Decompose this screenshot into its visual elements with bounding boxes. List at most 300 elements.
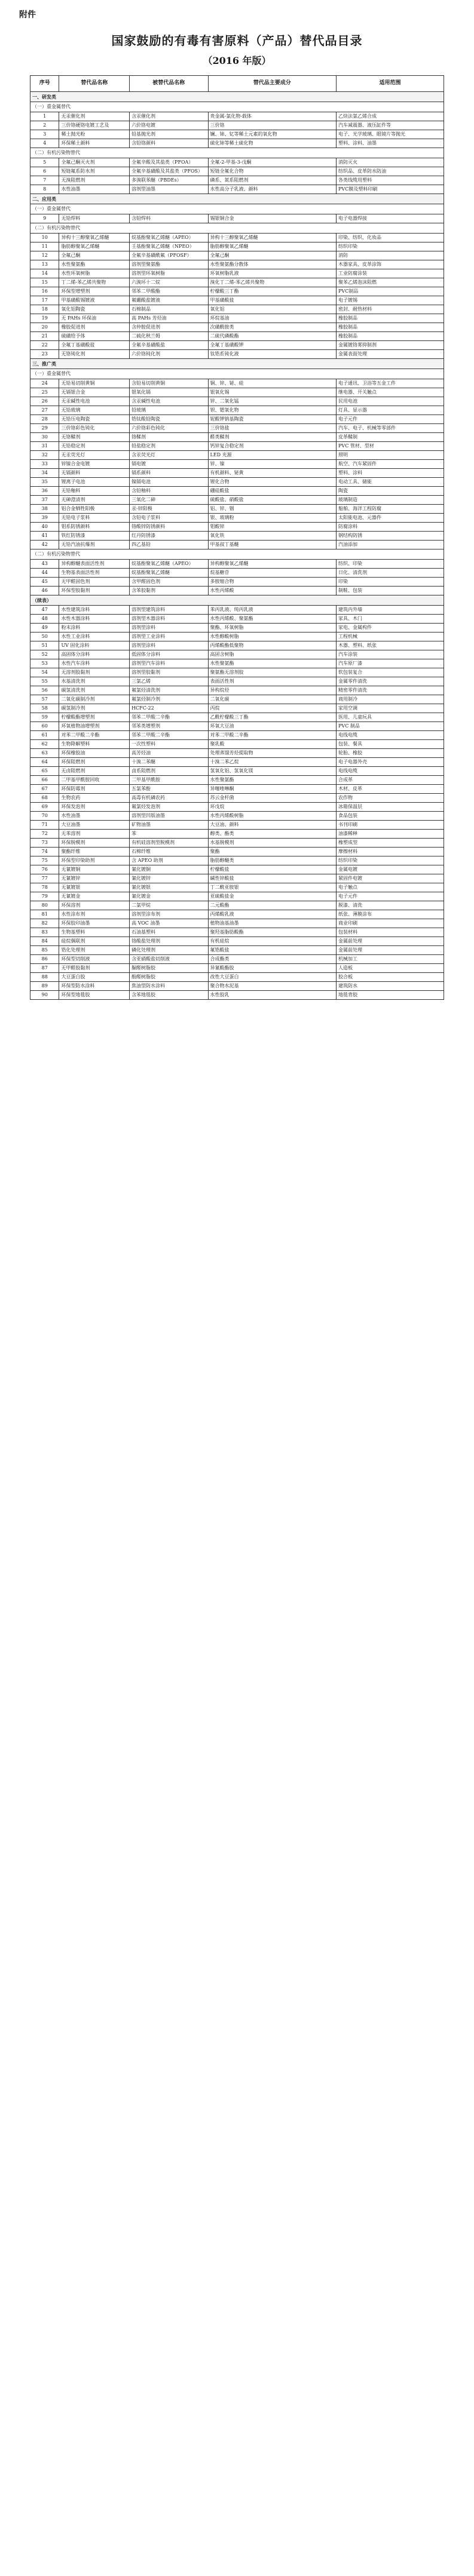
subsection-title: （一）重金属替代 [30, 369, 444, 379]
table-row [30, 982, 444, 991]
substitute-name: 环保防霉剂 [59, 785, 130, 794]
row-index: 50 [30, 633, 59, 641]
table-row [30, 505, 444, 514]
row-index: 12 [30, 251, 59, 260]
application-scope: 汽车原厂漆 [337, 659, 444, 668]
application-scope: 电线电缆 [337, 767, 444, 776]
application-scope: 制鞋、包装 [337, 587, 444, 595]
replaced-name: 铅盐稳定剂 [130, 442, 208, 451]
main-components: 水性聚氨酯 [208, 659, 337, 668]
application-scope: 电子、光学玻璃、眼镜片等抛光 [337, 130, 444, 139]
main-components: 聚酯、环氧树脂 [208, 624, 337, 633]
application-scope: 橡塑成型 [337, 839, 444, 848]
replaced-name: 溶剂型胶黏剂 [130, 668, 208, 677]
substitute-name: 无铬鞣剂 [59, 433, 130, 442]
substitute-name: 氧化铝陶瓷 [59, 305, 130, 314]
replaced-name: 全氟辛酸及其盐类（PFOA） [130, 158, 208, 167]
application-scope: 电子电器外壳 [337, 758, 444, 767]
substitute-name: 对苯二甲酸二辛酯 [59, 731, 130, 740]
application-scope: 纺织印染 [337, 856, 444, 865]
main-components: 脂肪醇聚氧乙烯醚 [208, 242, 337, 251]
application-scope: 电线电缆 [337, 731, 444, 740]
replaced-name: 氰化镀锌 [130, 874, 208, 883]
application-scope: 消防 [337, 251, 444, 260]
main-components: 氢氧化铝、氢氧化镁 [208, 767, 337, 776]
substitute-name: 二氧化碳制冷剂 [59, 695, 130, 704]
replaced-name: 含铅铬颜料 [130, 139, 208, 148]
application-scope: 家具、木门 [337, 615, 444, 624]
table-row [30, 514, 444, 523]
replaced-name: 汞-锌阳极 [130, 505, 208, 514]
table-row [30, 919, 444, 928]
replaced-name: 含铅电子浆料 [130, 514, 208, 523]
main-components: 苯丙乳液、纯丙乳液 [208, 606, 337, 615]
substitute-name: 水性工业涂料 [59, 633, 130, 641]
main-components: 水性丙烯酸、聚氨酯 [208, 615, 337, 624]
replaced-name: 苯 [130, 830, 208, 839]
application-scope: 乙炔法氯乙烯合成 [337, 112, 444, 121]
row-index: 84 [30, 937, 59, 946]
substitute-name: 无氰镀铜 [59, 865, 130, 874]
table-row [30, 767, 444, 776]
substitute-name: 生物降解塑料 [59, 740, 130, 749]
row-index: 13 [30, 260, 59, 269]
row-index: 30 [30, 433, 59, 442]
table-row [30, 323, 444, 332]
substitute-name: 大豆蛋白胶 [59, 973, 130, 982]
replaced-name: 石油基塑料 [130, 928, 208, 937]
substitute-name: 无镉银合金 [59, 388, 130, 397]
row-index: 55 [30, 677, 59, 686]
substitute-name: 碳氢清洗剂 [59, 686, 130, 695]
application-scope: 防腐涂料 [337, 523, 444, 532]
main-components: 硫酸盐、硝酸盐 [208, 496, 337, 505]
substitute-name: 环保溶剂 [59, 901, 130, 910]
main-components: 水性聚氨酯 [208, 776, 337, 785]
replaced-name: 二甲基甲酰胺 [130, 776, 208, 785]
table-row [30, 776, 444, 785]
row-index: 22 [30, 341, 59, 350]
main-components: 异氰酸酯胶 [208, 964, 337, 973]
replaced-name: 溶剂型工业涂料 [130, 633, 208, 641]
substitute-name: 无汞荧光灯 [59, 451, 130, 460]
replaced-name: 镍镉电池 [130, 478, 208, 487]
row-index: 1 [30, 112, 59, 121]
substitute-name: 环保型地毯胶 [59, 991, 130, 1000]
subsection-title: （一）重金属替代 [30, 204, 444, 214]
substitute-name: 无铅压电陶瓷 [59, 415, 130, 424]
main-components: 丙烯酸酯低聚物 [208, 641, 337, 650]
substitute-name: 无铅易切削黄铜 [59, 379, 130, 388]
application-scope: 电子元件 [337, 892, 444, 901]
replaced-name: 锆钛酸铅陶瓷 [130, 415, 208, 424]
replaced-name: 石棉纤维 [130, 848, 208, 856]
substitute-name: 甲基磺酸锡镀液 [59, 296, 130, 305]
replaced-name: 邻苯类增塑剂 [130, 722, 208, 731]
row-index: 51 [30, 641, 59, 650]
row-index: 56 [30, 686, 59, 695]
table-body [30, 92, 444, 1000]
application-scope: 包装、餐具 [337, 740, 444, 749]
replaced-name: 铅基抛光剂 [130, 130, 208, 139]
application-scope: 民用电池 [337, 397, 444, 406]
table-row [30, 167, 444, 176]
application-scope: 书刊印刷 [337, 821, 444, 830]
table-row [30, 496, 444, 505]
replaced-name: 有机硅溶剂型脱模剂 [130, 839, 208, 848]
main-components: 氧化铝 [208, 305, 337, 314]
application-scope: 机械加工 [337, 955, 444, 964]
replaced-name: 含汞荧光灯 [130, 451, 208, 460]
row-index: 83 [30, 928, 59, 937]
main-components: 有机颜料、铋黄 [208, 469, 337, 478]
row-index: 68 [30, 794, 59, 803]
main-components: 异构醇聚氧乙烯醚 [208, 560, 337, 569]
application-scope: PVC 管材、型材 [337, 442, 444, 451]
row-index: 47 [30, 606, 59, 615]
table-row [30, 991, 444, 1000]
substitute-name: 环保橡胶油 [59, 749, 130, 758]
main-components: 异噻唑啉酮 [208, 785, 337, 794]
row-index: 34 [30, 469, 59, 478]
main-components: 钡、锶氧化物 [208, 406, 337, 415]
row-index: 15 [30, 278, 59, 287]
table-row [30, 341, 444, 350]
substitute-name: 聚酯纤维 [59, 848, 130, 856]
substitute-name: 水性聚氨酯 [59, 260, 130, 269]
table-row [30, 624, 444, 633]
row-index: 53 [30, 659, 59, 668]
row-index: 46 [30, 587, 59, 595]
main-components: 铝、锌、铟 [208, 505, 337, 514]
row-index: 54 [30, 668, 59, 677]
replaced-name: 全氟辛基磺酸盐 [130, 341, 208, 350]
table-row [30, 121, 444, 130]
main-components: 锡银铜合金 [208, 214, 337, 223]
application-scope: 灯具、显示器 [337, 406, 444, 415]
replaced-name: 矿物油墨 [130, 821, 208, 830]
table-row [30, 641, 444, 650]
row-index: 45 [30, 578, 59, 587]
subsection-header-row [30, 549, 444, 560]
replaced-name: 溶剂型建筑涂料 [130, 606, 208, 615]
replaced-name: 烷基酚聚氧乙烯醚 [130, 569, 208, 578]
replaced-name: 镉系颜料 [130, 469, 208, 478]
main-components: 三价铬 [208, 121, 337, 130]
replaced-name: 铬酸锌防锈颜料 [130, 523, 208, 532]
application-scope: 汽油添加 [337, 541, 444, 549]
row-index: 80 [30, 901, 59, 910]
table-row [30, 451, 444, 460]
application-scope: 密封、耐热材料 [337, 305, 444, 314]
substitute-name: 无汞催化剂 [59, 112, 130, 121]
header-cell: 替代品名称 [59, 76, 130, 92]
replaced-name: 含苯胶黏剂 [130, 587, 208, 595]
replaced-name: 含汞催化剂 [130, 112, 208, 121]
application-scope: 精密零件清洗 [337, 686, 444, 695]
header-cell: 适用范围 [337, 76, 444, 92]
substitute-name: 全氟己酮灭火剂 [59, 158, 130, 167]
application-scope: 航空、汽车紧固件 [337, 460, 444, 469]
table-row [30, 839, 444, 848]
substitute-name: 无铅电子浆料 [59, 514, 130, 523]
header-cell: 被替代品名称 [130, 76, 208, 92]
row-index: 60 [30, 722, 59, 731]
replaced-name: 高芳烃油 [130, 749, 208, 758]
document-title: 国家鼓励的有毒有害原料（产品）替代品目录 [111, 33, 363, 48]
row-index: 77 [30, 874, 59, 883]
row-index: 40 [30, 523, 59, 532]
substitute-name: 硫磺给予体 [59, 332, 130, 341]
main-components: 二元酸酯 [208, 901, 337, 910]
main-components: 柠檬酸盐 [208, 865, 337, 874]
row-index: 88 [30, 973, 59, 982]
main-components: 有机硅烷 [208, 937, 337, 946]
row-index: 71 [30, 821, 59, 830]
table-row [30, 296, 444, 305]
table-row [30, 910, 444, 919]
row-index: 81 [30, 910, 59, 919]
application-scope: PVC制品 [337, 287, 444, 296]
row-index: 37 [30, 496, 59, 505]
row-index: 39 [30, 514, 59, 523]
main-components: 聚羟基脂肪酸酯 [208, 928, 337, 937]
table-row [30, 677, 444, 686]
table-row [30, 874, 444, 883]
application-scope: 陶瓷 [337, 487, 444, 496]
row-index: 6 [30, 167, 59, 176]
main-components: 高固含树脂 [208, 650, 337, 659]
row-index: 18 [30, 305, 59, 314]
table-row [30, 740, 444, 749]
application-scope: 纸张、薄膜涂布 [337, 910, 444, 919]
table-row [30, 695, 444, 704]
replaced-name: 烷基酚聚氧乙烯醚（APEO） [130, 560, 208, 569]
row-index: 3 [30, 130, 59, 139]
row-index: 31 [30, 442, 59, 451]
main-components: 锌、镍 [208, 460, 337, 469]
substitute-name: 水性油墨 [59, 812, 130, 821]
table-row [30, 379, 444, 388]
section-title: 三、推广类 [30, 359, 444, 369]
application-scope: 汽车减震器、液压缸件等 [337, 121, 444, 130]
main-components: 多胺缩合物 [208, 578, 337, 587]
subsection-header-row [30, 223, 444, 234]
main-components: 水基脱模剂 [208, 839, 337, 848]
main-components: 醛类鞣剂 [208, 433, 337, 442]
row-index: 10 [30, 234, 59, 242]
substitute-name: 环保型印染助剂 [59, 856, 130, 865]
application-scope: 油漆稀释 [337, 830, 444, 839]
main-components: 大豆油、颜料 [208, 821, 337, 830]
replaced-name: 溶剂型汽车涂料 [130, 659, 208, 668]
row-index: 67 [30, 785, 59, 794]
row-index: 82 [30, 919, 59, 928]
table-row [30, 251, 444, 260]
substitute-name: 铝合金牺牲阳极 [59, 505, 130, 514]
table-row [30, 937, 444, 946]
substitute-name: 无铅玻璃 [59, 406, 130, 415]
substitute-name: 无氰镀金 [59, 892, 130, 901]
replaced-name: 三氧化二砷 [130, 496, 208, 505]
substitute-name: 环保型防水涂料 [59, 982, 130, 991]
application-scope: 家电、金属构件 [337, 624, 444, 633]
replaced-name: 氰化镀金 [130, 892, 208, 901]
main-components: 异构十三醇聚氧乙烯醚 [208, 234, 337, 242]
replaced-name: 红丹防锈漆 [130, 532, 208, 541]
replaced-name: 高 VOC 油墨 [130, 919, 208, 928]
subsection-header-row [30, 204, 444, 214]
main-components: 聚酯 [208, 848, 337, 856]
substitute-name: 无氰镀银 [59, 883, 130, 892]
section-title: （续表） [30, 595, 444, 606]
row-index: 43 [30, 560, 59, 569]
main-components: 全氟丁基磺酸钾 [208, 341, 337, 350]
row-index: 73 [30, 839, 59, 848]
table-row [30, 569, 444, 578]
application-scope: 合成革 [337, 776, 444, 785]
replaced-name: 含铅釉料 [130, 487, 208, 496]
row-index: 23 [30, 350, 59, 359]
main-components: 水性醇酸树脂 [208, 633, 337, 641]
row-index: 52 [30, 650, 59, 659]
application-scope: 电子电器焊接 [337, 214, 444, 223]
main-components: 水性丙烯酸 [208, 587, 337, 595]
row-index: 25 [30, 388, 59, 397]
substitute-name: 橡胶促进剂 [59, 323, 130, 332]
table-row [30, 532, 444, 541]
table-row [30, 901, 444, 910]
table-row [30, 812, 444, 821]
table-row [30, 560, 444, 569]
row-index: 21 [30, 332, 59, 341]
replaced-name: 含亚硝酸盐切削液 [130, 955, 208, 964]
replaced-name: 氰化镀铜 [130, 865, 208, 874]
replaced-name: 镉电镀 [130, 460, 208, 469]
table-row [30, 704, 444, 713]
table-row [30, 615, 444, 624]
table-row [30, 785, 444, 794]
application-scope: 商业印刷 [337, 919, 444, 928]
substitutes-table [30, 75, 444, 1000]
substitute-name: 异构醇醚表面活性剂 [59, 560, 130, 569]
row-index: 19 [30, 314, 59, 323]
section-header-row [30, 194, 444, 204]
row-index: 85 [30, 946, 59, 955]
table-header-row [30, 76, 444, 92]
main-components: 十溴二苯乙烷 [208, 758, 337, 767]
row-index: 86 [30, 955, 59, 964]
table-row [30, 758, 444, 767]
row-index: 76 [30, 865, 59, 874]
replaced-name: 石棉制品 [130, 305, 208, 314]
table-row [30, 848, 444, 856]
main-components: 聚乳酸 [208, 740, 337, 749]
main-components: 环氧大豆油 [208, 722, 337, 731]
section-header-row [30, 595, 444, 606]
section-title: 二、应用类 [30, 194, 444, 204]
substitute-name: 无甲醛固色剂 [59, 578, 130, 587]
application-scope: 塑料、涂料 [337, 469, 444, 478]
table-row [30, 350, 444, 359]
main-components: 溴化丁二烯-苯乙烯共聚物 [208, 278, 337, 287]
application-scope: 建筑内外墙 [337, 606, 444, 615]
application-scope: 各类线缆用塑料 [337, 176, 444, 185]
substitute-name: 水基清洗剂 [59, 677, 130, 686]
replaced-name: 六溴环十二烷 [130, 278, 208, 287]
application-scope: 木器、塑料、纸张 [337, 641, 444, 650]
table-row [30, 158, 444, 167]
row-index: 14 [30, 269, 59, 278]
main-components: 水性丙烯酸树脂 [208, 812, 337, 821]
replaced-name: 氟氯烃制冷剂 [130, 695, 208, 704]
application-scope: PVC 制品 [337, 722, 444, 731]
replaced-name: 银氧化镉 [130, 388, 208, 397]
substitute-name: 全氟丁基磺酸盐 [59, 341, 130, 350]
substitute-name: 水性木器涂料 [59, 615, 130, 624]
row-index: 48 [30, 615, 59, 624]
main-components: 改性大豆蛋白 [208, 973, 337, 982]
table-row [30, 269, 444, 278]
main-components: 聚合物水泥基 [208, 982, 337, 991]
table-row [30, 242, 444, 251]
replaced-name: 含铅焊料 [130, 214, 208, 223]
application-scope: 脱漆、清洗 [337, 901, 444, 910]
substitute-name: 环氧植物油增塑剂 [59, 722, 130, 731]
replaced-name: 溶剂型涂料 [130, 641, 208, 650]
main-components: 镧、铈、钇等稀土元素的氧化物 [208, 130, 337, 139]
application-scope: 金属零件清洗 [337, 677, 444, 686]
table-row [30, 633, 444, 641]
replaced-name: 六价铬彩色钝化 [130, 424, 208, 433]
substitute-name: 三价铬硬铬电镀工艺及 [59, 121, 130, 130]
replaced-name: 溶剂型环氧树脂 [130, 269, 208, 278]
table-row [30, 892, 444, 901]
row-index: 44 [30, 569, 59, 578]
row-index: 87 [30, 964, 59, 973]
row-index: 26 [30, 397, 59, 406]
application-scope: 包装材料 [337, 928, 444, 937]
main-components: 异构烷烃 [208, 686, 337, 695]
replaced-name: 全氟辛基磺酸及其盐类（PFOS） [130, 167, 208, 176]
table-row [30, 130, 444, 139]
application-scope: 汽车、电子、机械等零部件 [337, 424, 444, 433]
substitute-name: 环保胶印油墨 [59, 919, 130, 928]
replaced-name: 六价铬电镀 [130, 121, 208, 130]
substitute-name: UV 固化涂料 [59, 641, 130, 650]
replaced-name: 氟氯烃清洗剂 [130, 686, 208, 695]
replaced-name: 多溴联苯醚（PBDEs） [130, 176, 208, 185]
substitute-name: 脂肪醇聚氧乙烯醚 [59, 242, 130, 251]
main-components: 水性高分子乳液、颜料 [208, 185, 337, 194]
table-row [30, 388, 444, 397]
table-row [30, 397, 444, 406]
substitute-name: 环保稀土颜料 [59, 139, 130, 148]
substitute-name: 无氰镀锌 [59, 874, 130, 883]
application-scope: 建筑防水 [337, 982, 444, 991]
table-row [30, 176, 444, 185]
replaced-name: 全氟辛基磺酰氟（PFOSF） [130, 251, 208, 260]
row-index: 27 [30, 406, 59, 415]
table-row [30, 424, 444, 433]
table-row [30, 794, 444, 803]
application-scope: 塑料、涂料、油墨 [337, 139, 444, 148]
replaced-name: 二硫化秋兰姆 [130, 332, 208, 341]
substitute-name: 无溴阻燃剂 [59, 176, 130, 185]
main-components: 碱性锌酸盐 [208, 874, 337, 883]
section-header-row [30, 92, 444, 102]
row-index: 32 [30, 451, 59, 460]
